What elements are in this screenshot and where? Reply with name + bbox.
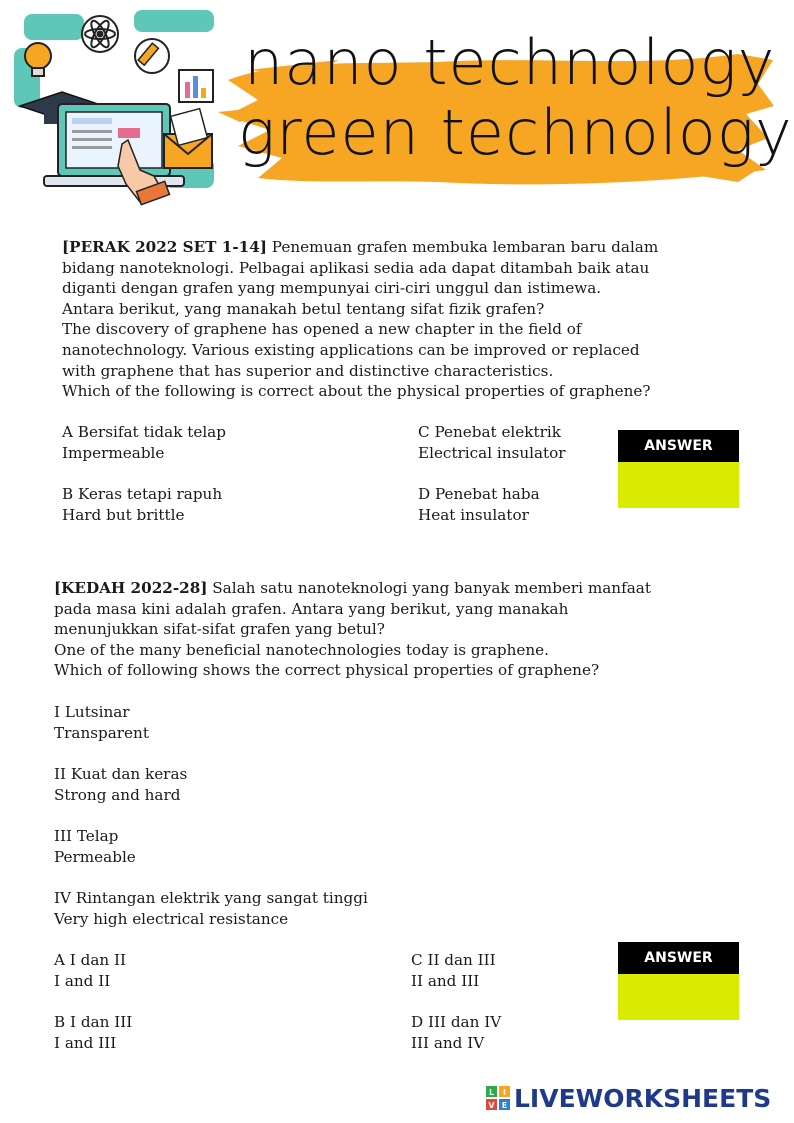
question-1-line: [PERAK 2022 SET 1-14] Penemuan grafen membuka lembaran baru dalam	[62, 238, 659, 256]
answer-label: ANSWER	[618, 430, 739, 462]
logo-letter: V	[488, 1101, 495, 1110]
question-1-line: with graphene that has superior and distinctive characteristics.	[62, 361, 554, 380]
envelope-icon	[164, 109, 212, 168]
bar-chart-icon	[179, 70, 213, 102]
statement-iii: III Telap Permeable	[54, 827, 136, 866]
question-1-answer-box	[618, 430, 739, 508]
question-2-line: pada masa kini adalah grafen. Antara yang berikut, yang manakah	[54, 599, 569, 618]
answer-label: ANSWER	[618, 942, 739, 974]
question-2-line: [KEDAH 2022-28] Salah satu nanoteknologi yang banyak memberi manfaat	[54, 579, 651, 597]
question-2-line: One of the many beneficial nanotechnologies today is graphene.	[54, 640, 549, 659]
question-1-answer-input[interactable]	[618, 462, 739, 508]
question-2-option-d: D III dan IV III and IV	[411, 1013, 502, 1052]
question-2-option-c: C II dan III II and III	[411, 951, 496, 990]
liveworksheets-logo-icon	[486, 1086, 510, 1110]
question-2-option-a: A I dan II I and II	[54, 951, 127, 990]
question-2-text	[54, 578, 651, 681]
question-1-option-b: B Keras tetapi rapuh Hard but brittle	[62, 485, 223, 524]
title-line-2: green technology	[238, 96, 793, 169]
header-illustration	[14, 8, 219, 208]
atom-icon	[82, 16, 118, 52]
logo-letter: L	[488, 1088, 495, 1097]
question-1-line: nanotechnology. Various existing applications can be improved or replaced	[62, 340, 640, 359]
question-1-line: diganti dengan grafen yang mempunyai ciri-ciri unggul dan istimewa.	[62, 279, 602, 298]
question-2-answer-box	[618, 942, 739, 1020]
question-2-line: menunjukkan sifat-sifat grafen yang betul?	[54, 620, 385, 639]
statement-ii: II Kuat dan keras Strong and hard	[54, 765, 188, 804]
question-1-option-a: A Bersifat tidak telap Impermeable	[62, 423, 226, 462]
question-1-line: Antara berikut, yang manakah betul tentang sifat fizik grafen?	[62, 299, 545, 318]
statement-iv: IV Rintangan elektrik yang sangat tinggi Very high electrical resistance	[54, 889, 368, 928]
logo-letter: I	[503, 1088, 506, 1097]
question-2-answer-input[interactable]	[618, 974, 739, 1020]
question-1-tag: [PERAK 2022 SET 1-14]	[62, 238, 267, 256]
liveworksheets-logo[interactable]	[486, 1083, 771, 1113]
liveworksheets-brand-text: LIVEWORKSHEETS	[514, 1083, 772, 1113]
question-2-option-b: B I dan III I and III	[54, 1013, 133, 1052]
pencil-icon	[135, 39, 169, 73]
question-2-line: Which of following shows the correct physical properties of graphene?	[54, 661, 600, 680]
logo-letter: E	[501, 1101, 508, 1110]
question-1-option-c: C Penebat elektrik Electrical insulator	[418, 423, 566, 462]
statement-i: I Lutsinar Transparent	[54, 703, 149, 742]
question-1-text	[62, 237, 658, 402]
teal-shape	[24, 14, 84, 40]
question-1-line: Which of the following is correct about the physical properties of graphene?	[62, 382, 651, 401]
title-line-1: nano technology	[244, 26, 776, 99]
question-1-option-d: D Penebat haba Heat insulator	[418, 485, 540, 524]
question-1-line: The discovery of graphene has opened a new chapter in the field of	[62, 320, 582, 339]
question-2-tag: [KEDAH 2022-28]	[54, 579, 208, 597]
question-1-line: bidang nanoteknologi. Pelbagai aplikasi sedia ada dapat ditambah baik atau	[62, 258, 650, 277]
